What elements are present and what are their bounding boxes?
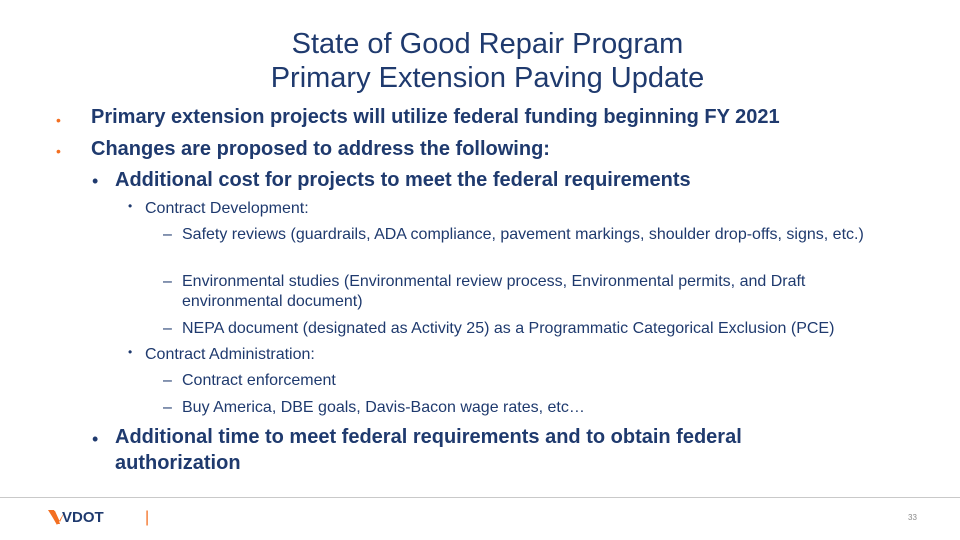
item-contract-enforcement: Contract enforcement: [182, 372, 336, 389]
item-buy-america: Buy America, DBE goals, Davis-Bacon wage rates, etc…: [182, 399, 585, 416]
sub-bullet-additional-cost: Additional cost for projects to meet the federal requirements: [115, 169, 691, 191]
dash-marker: –: [163, 320, 172, 337]
bullet-2: Changes are proposed to address the following:: [91, 138, 550, 160]
page-number: 33: [908, 513, 917, 522]
footer-divider: [0, 497, 960, 498]
dash-marker: –: [163, 226, 172, 243]
bullet-marker: •: [92, 171, 99, 191]
item-nepa-document: NEPA document (designated as Activity 25) as a Programmatic Categorical Exclusion (PCE): [182, 320, 835, 337]
slide-title: [0, 27, 960, 95]
bullet-marker: •: [56, 112, 61, 128]
title-line-2: Primary Extension Paving Update: [270, 62, 705, 94]
contract-development-label: Contract Development:: [145, 200, 309, 217]
vdot-logo-mark: [47, 507, 121, 527]
logo-text: VDOT: [62, 509, 104, 526]
bullet-marker: •: [92, 429, 99, 449]
dash-marker: –: [163, 399, 172, 416]
contract-administration-label: Contract Administration:: [145, 346, 315, 363]
sub-bullet-additional-time: Additional time to meet federal requirements and to obtain federal authorization: [115, 426, 742, 474]
footer-separator: |: [145, 509, 150, 526]
item-environmental-studies: Environmental studies (Environmental review process, Environmental permits, and Draft environmental document): [182, 273, 806, 310]
dash-marker: –: [163, 273, 172, 290]
bullet-marker: •: [128, 199, 133, 213]
title-line-1: State of Good Repair Program: [291, 28, 684, 60]
bullet-marker: •: [128, 345, 133, 359]
vdot-logo: [47, 507, 121, 532]
bullet-marker: •: [56, 143, 61, 159]
item-safety-reviews: Safety reviews (guardrails, ADA compliance, pavement markings, shoulder drop-offs, signs, etc.): [182, 226, 864, 243]
bullet-1: Primary extension projects will utilize federal funding beginning FY 2021: [91, 106, 780, 128]
dash-marker: –: [163, 372, 172, 389]
